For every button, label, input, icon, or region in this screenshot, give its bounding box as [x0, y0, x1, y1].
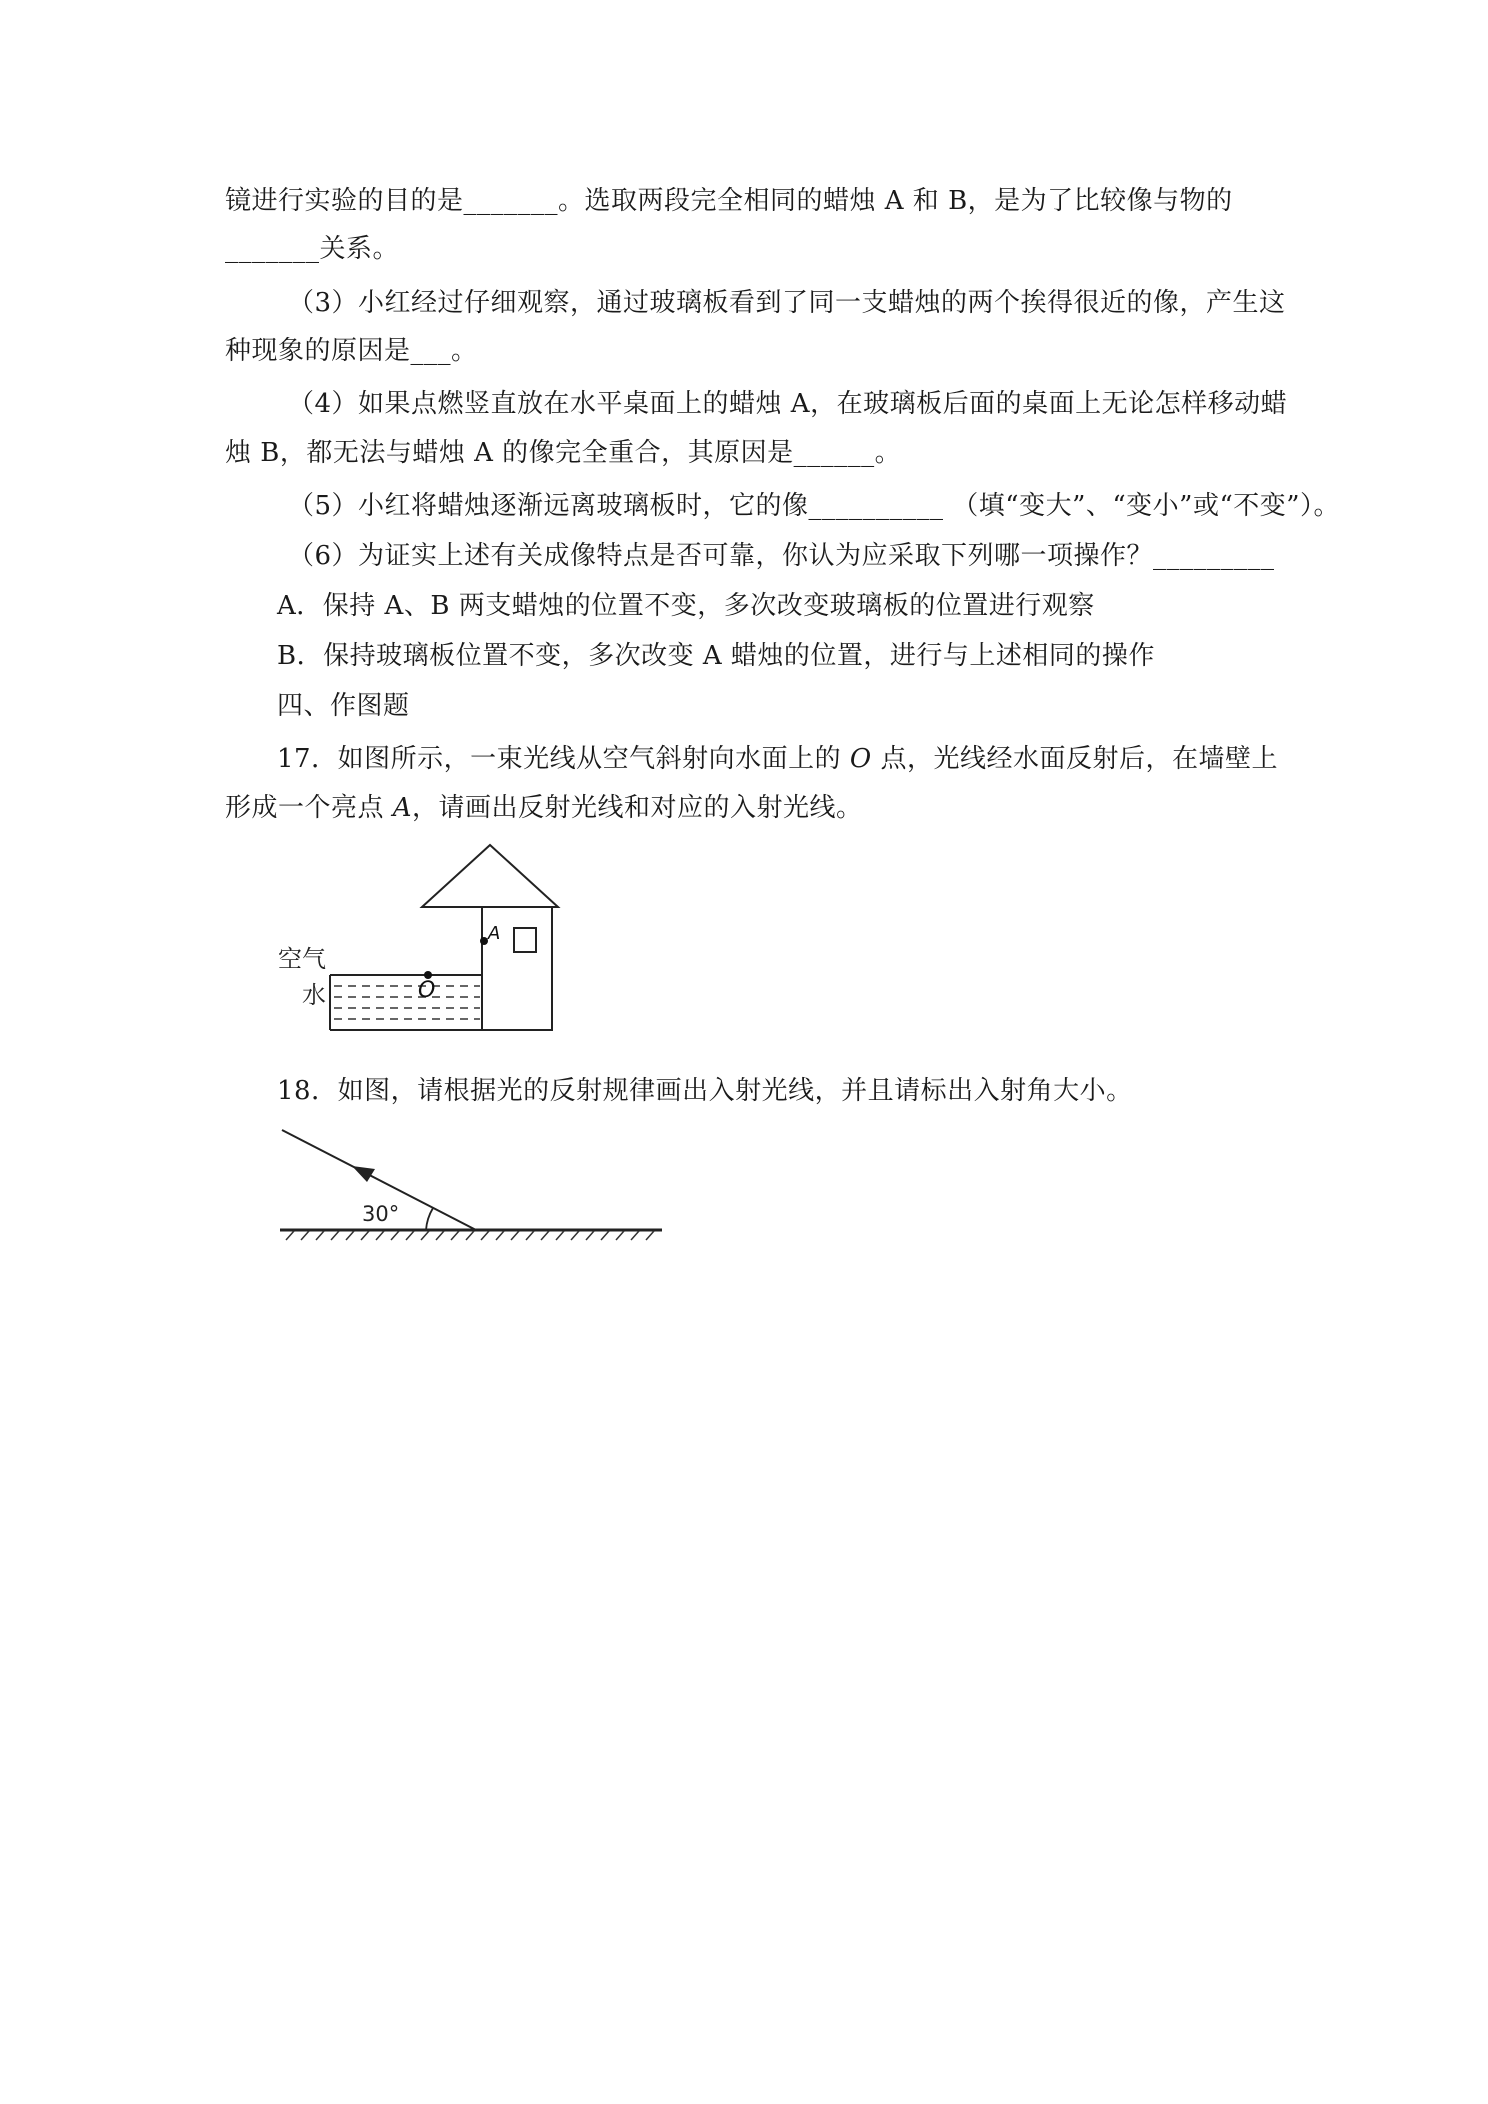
option-b: B．保持玻璃板位置不变，多次改变 A 蜡烛的位置，进行与上述相同的操作 — [277, 641, 1155, 671]
question-5-line: （5）小红将蜡烛逐渐远离玻璃板时，它的像__________ （填“变大”、“变小”或“不变”）。 — [288, 491, 1341, 521]
text-line-2: _______关系。 — [225, 234, 400, 264]
angle-label: 30° — [362, 1202, 400, 1226]
mirror-hatching — [286, 1231, 654, 1240]
text-line-1: 镜进行实验的目的是_______。选取两段完全相同的蜡烛 A 和 B，是为了比较像与物的 — [225, 186, 1233, 216]
figure-reflection — [270, 1120, 670, 1240]
question-18-line: 18．如图，请根据光的反射规律画出入射光线，并且请标出入射角大小。 — [277, 1076, 1133, 1106]
question-17-line-1 — [277, 742, 1278, 776]
question-17-line-2 — [225, 791, 863, 825]
question-3-line-2: 种现象的原因是___。 — [225, 336, 478, 366]
house-roof — [422, 845, 558, 907]
question-17-point-o: O — [849, 744, 872, 774]
question-17-text-d: ，请画出反射光线和对应的入射光线。 — [412, 793, 863, 823]
question-17-text-c: 形成一个亮点 — [225, 793, 393, 823]
question-3-line-1: （3）小红经过仔细观察，通过玻璃板看到了同一支蜡烛的两个挨得很近的像，产生这 — [288, 288, 1286, 318]
water-label: 水 — [302, 981, 326, 1009]
question-17-text-a: 17．如图所示，一束光线从空气斜射向水面上的 — [277, 744, 850, 774]
point-a-label: A — [488, 923, 501, 944]
question-17-text-b: 点，光线经水面反射后，在墙壁上 — [871, 744, 1278, 774]
option-a: A．保持 A、B 两支蜡烛的位置不变，多次改变玻璃板的位置进行观察 — [277, 591, 1095, 621]
question-6-line: （6）为证实上述有关成像特点是否可靠，你认为应采取下列哪一项操作？_________ — [288, 541, 1275, 571]
point-o-label: O — [418, 978, 436, 1003]
figure-house-water — [270, 835, 610, 1055]
ray-arrow-icon — [352, 1166, 375, 1182]
water-body — [330, 975, 482, 1030]
angle-arc — [426, 1208, 433, 1230]
section-heading-drawing: 四、作图题 — [277, 691, 410, 721]
point-a-dot — [480, 937, 488, 945]
house-window — [514, 928, 536, 952]
water-dashes — [334, 986, 480, 1019]
question-17-point-a: A — [392, 793, 413, 823]
question-4-line-2: 烛 B，都无法与蜡烛 A 的像完全重合，其原因是______。 — [225, 438, 902, 468]
air-label: 空气 — [278, 945, 326, 973]
question-4-line-1: （4）如果点燃竖直放在水平桌面上的蜡烛 A，在玻璃板后面的桌面上无论怎样移动蜡 — [288, 389, 1288, 419]
